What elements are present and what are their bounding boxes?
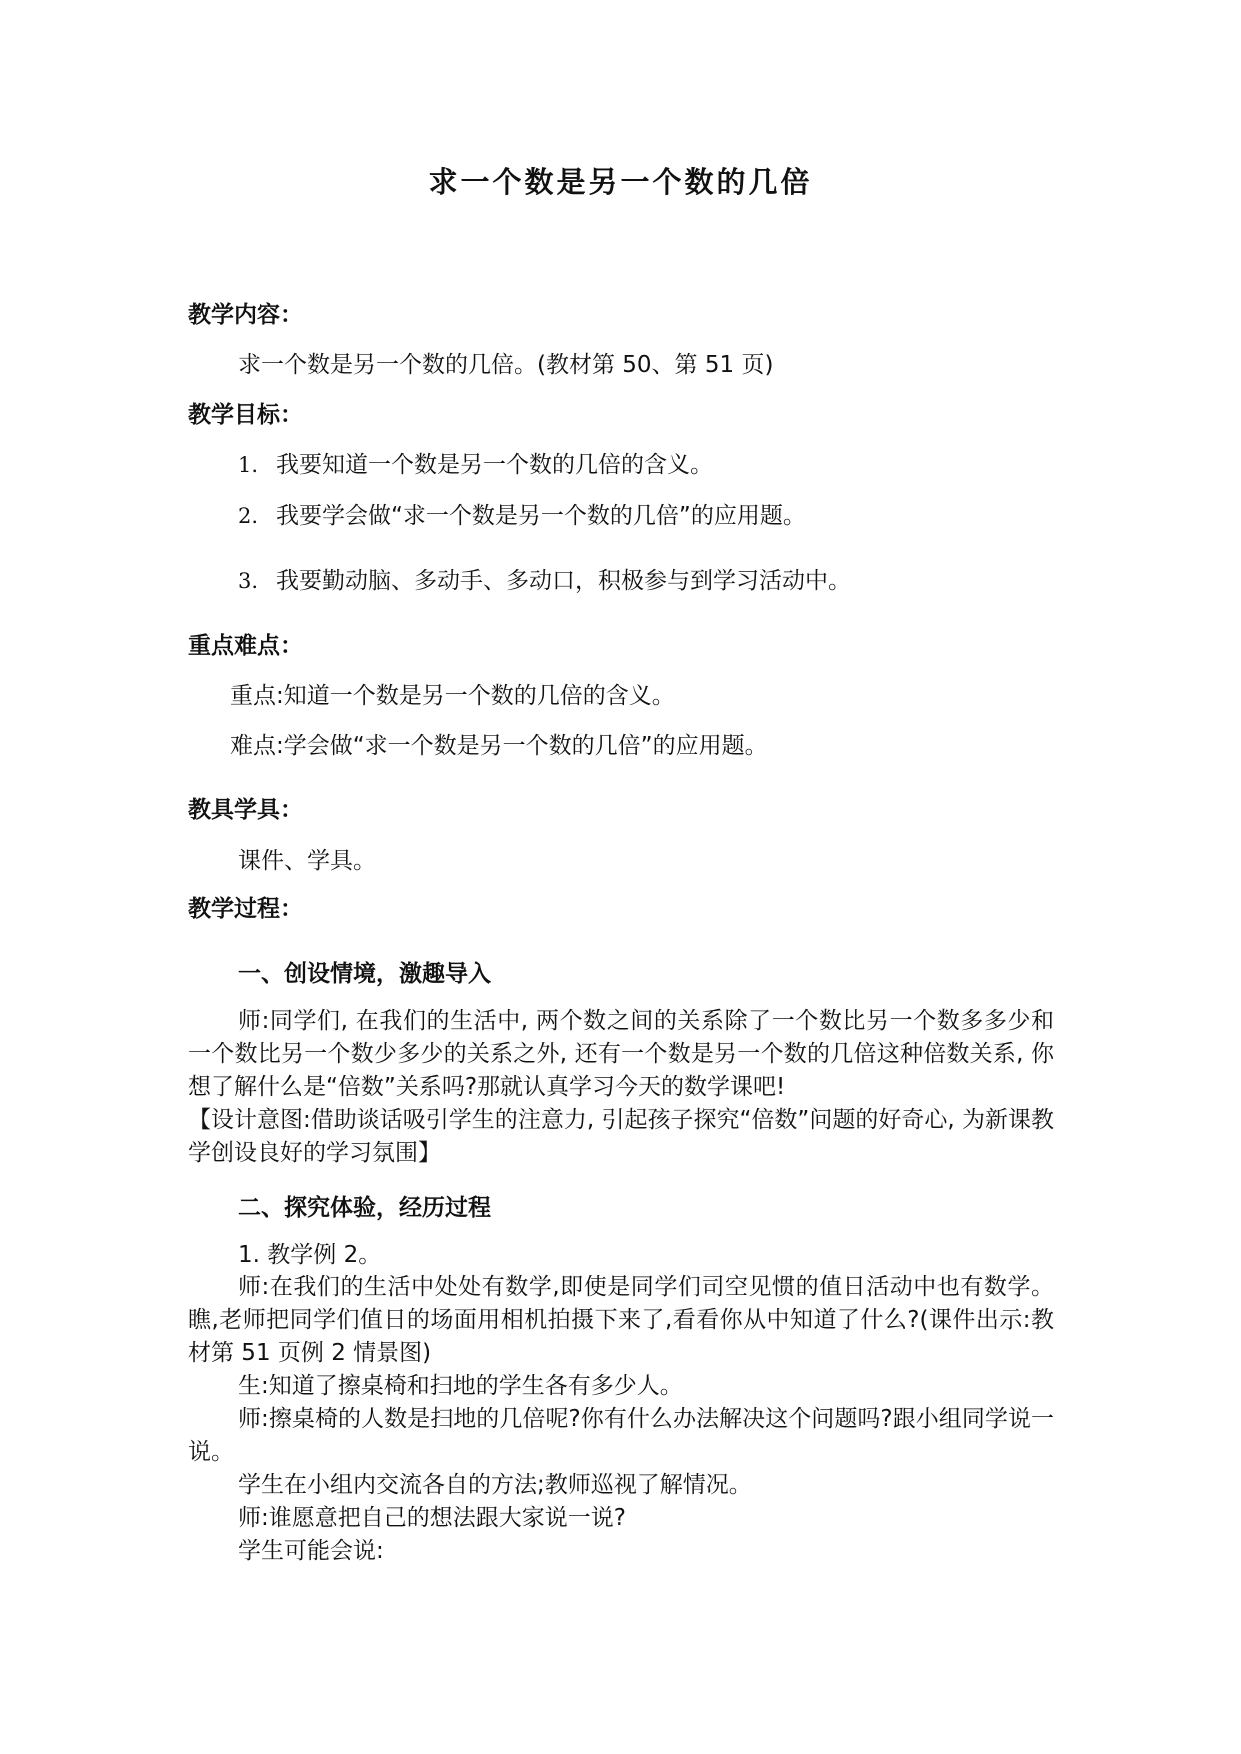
goal-item xyxy=(238,454,713,477)
design-intent: 【设计意图:借助谈话吸引学生的注意力, 引起孩子探究“倍数”问题的好奇心, 为新课教学创设良好的学习氛围】 xyxy=(188,1107,1054,1166)
paragraph: 师:同学们, 在我们的生活中, 两个数之间的关系除了一个数比另一个数多多少和一个数比另一个数少多少的关系之外, 还有一个数是另一个数的几倍这种倍数关系, 你想了解什么是“倍数”关系吗?那就认真学习今天的数学课吧! xyxy=(188,1008,1054,1100)
goal-number: 3. xyxy=(238,569,259,593)
goal-item xyxy=(238,505,806,528)
content-text: 求一个数是另一个数的几倍。(教材第 50、第 51 页) xyxy=(238,352,774,378)
goal-number: 1. xyxy=(238,453,259,477)
goals-heading: 教学目标： xyxy=(188,402,303,428)
page-title: 求一个数是另一个数的几倍 xyxy=(428,165,813,199)
goal-text: 我要勤动脑、多动手、多动口，积极参与到学习活动中。 xyxy=(276,568,851,594)
tools-heading: 教具学具： xyxy=(188,797,303,823)
section-title: 一、创设情境，激趣导入 xyxy=(238,961,491,987)
paragraph: 师:在我们的生活中处处有数学,即使是同学们司空见惯的值日活动中也有数学。瞧,老师把同学们值日的场面用相机拍摄下来了,看看你从中知道了什么?(课件出示:教材第 51 页例 2 情景图) xyxy=(188,1274,1054,1366)
paragraph: 生:知道了擦桌椅和扫地的学生各有多少人。 xyxy=(238,1373,683,1399)
goal-number: 2. xyxy=(238,504,259,528)
goal-item xyxy=(238,570,851,593)
section-title: 二、探究体验，经历过程 xyxy=(238,1195,491,1221)
example-label: 1. 教学例 2。 xyxy=(238,1242,382,1268)
process-heading: 教学过程： xyxy=(188,896,303,922)
goal-text: 我要学会做“求一个数是另一个数的几倍”的应用题。 xyxy=(276,503,806,529)
paragraph: 学生可能会说: xyxy=(238,1538,384,1564)
content-heading: 教学内容： xyxy=(188,302,303,328)
tools-text: 课件、学具。 xyxy=(238,848,376,874)
paragraph: 学生在小组内交流各自的方法;教师巡视了解情况。 xyxy=(238,1472,752,1498)
paragraph: 师:擦桌椅的人数是扫地的几倍呢?你有什么办法解决这个问题吗?跟小组同学说一说。 xyxy=(188,1406,1054,1465)
paragraph: 师:谁愿意把自己的想法跟大家说一说? xyxy=(238,1505,626,1531)
difficulty-text: 难点:学会做“求一个数是另一个数的几倍”的应用题。 xyxy=(230,733,768,759)
goal-text: 我要知道一个数是另一个数的几倍的含义。 xyxy=(276,452,713,478)
focus-text: 重点:知道一个数是另一个数的几倍的含义。 xyxy=(230,683,675,709)
keypoints-heading: 重点难点： xyxy=(188,633,303,659)
